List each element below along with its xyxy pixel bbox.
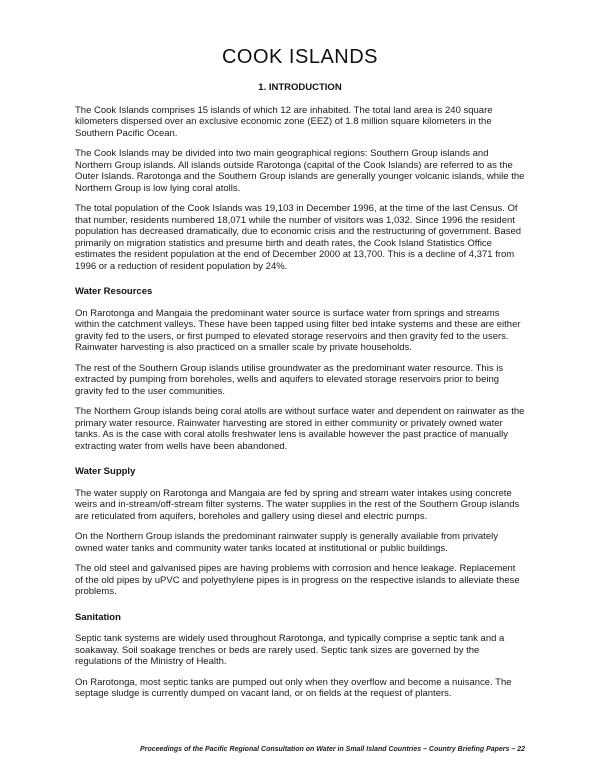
section-heading-sanitation: Sanitation bbox=[75, 611, 121, 623]
page-title: COOK ISLANDS bbox=[221, 46, 379, 68]
section-sanitation bbox=[75, 612, 525, 700]
page-footer bbox=[75, 745, 525, 754]
intro-paragraph-1: The Cook Islands comprises 15 islands of which 12 are inhabited. The total land area is 240 square kilometers dispersed over an exclusive economic zone (EEZ) of 1.8 million square kilometers in the Southern Pacific Ocean. bbox=[75, 104, 493, 139]
footer-citation-text: Proceedings of the Pacific Regional Consultation on Water in Small Island Countries – Country Briefing Papers – 22 bbox=[140, 746, 525, 753]
water-supply-paragraph-3: The old steel and galvanised pipes are having problems with corrosion and hence leakage. Replacement of the old pipes by uPVC and polyethylene pipes is in progress on the respective islands to alleviate these problems. bbox=[75, 563, 520, 597]
section-heading-water-resources: Water Resources bbox=[75, 286, 153, 297]
sanitation-paragraph-1: Septic tank systems are widely used throughout Rarotonga, and typically comprise a septic tank and a soakaway. Soil soakage trenches or beds are rarely used. Septic tank sizes are governed by the regulations of the Ministry of Health. bbox=[75, 633, 505, 667]
section-water-resources bbox=[75, 286, 525, 452]
intro-paragraph-2: The Cook Islands may be divided into two main geographical regions: Southern Group islands and Northern Group islands. All islands outside Rarotonga (capital of the Cook Islands) are referred to as the Outer Islands. Rarotonga and the Southern Group islands are generally younger volcanic islands, while the Northern Group is low lying coral atolls. bbox=[75, 148, 525, 194]
section-water-supply bbox=[75, 466, 525, 598]
section-heading-water-supply: Water Supply bbox=[75, 466, 136, 477]
intro-paragraph-3: The total population of the Cook Islands was 19,103 in December 1996, at the time of the last Census. Of that number, residents numbered 18,071 while the number of visitors was 1,032. Since 1996 the resident population has decreased dramatically, due to economic crisis and the restructuring of government. Based primarily on migration statistics and presume birth and death rates, the Cook Island Statistics Office estimates the resident population at the end of December 2000 at 13,700. This is a decline of 4,371 from 1996 or a reduction of resident population by 24%. bbox=[75, 203, 522, 272]
water-resources-paragraph-1: On Rarotonga and Mangaia the predominant water source is surface water from springs and streams within the catchment valleys. These have been tapped using filter bed intake systems and these are either gravity fed to the users, or first pumped to elevated storage reservoirs and then gravity fed to the users. Rainwater harvesting is also practiced on a smaller scale by private households. bbox=[75, 307, 521, 353]
intro-section-heading: 1. INTRODUCTION bbox=[258, 82, 342, 93]
water-supply-paragraph-1: The water supply on Rarotonga and Mangaia are fed by spring and stream water intakes using concrete weirs and in-stream/off-stream filter systems. The water supplies in the rest of the Southern Group islands are reticulated from aquifers, boreholes and gallery using diesel and electric pumps. bbox=[75, 487, 520, 522]
water-resources-paragraph-2: The rest of the Southern Group islands utilise groundwater as the predominant water resource. This is extracted by pumping from boreholes, wells and aquifers to elevated storage reservoirs prior to being gravity fed to the user communities. bbox=[75, 362, 504, 397]
water-supply-paragraph-2: On the Northern Group islands the predominant rainwater supply is generally available from privately owned water tanks and community water tanks located at institutional or public buildings. bbox=[75, 531, 498, 554]
sanitation-paragraph-2: On Rarotonga, most septic tanks are pumped out only when they overflow and become a nuisance. The septage sludge is currently dumped on vacant land, or on fields at the request of planters. bbox=[75, 676, 512, 699]
water-resources-paragraph-3: The Northern Group islands being coral atolls are without surface water and dependent on rainwater as the primary water resource. Rainwater harvesting are stored in either community or privately owned water tanks. As is the case with coral atolls freshwater lens is available however the past practice of manually extracting water from wells have been abandoned. bbox=[75, 406, 525, 452]
